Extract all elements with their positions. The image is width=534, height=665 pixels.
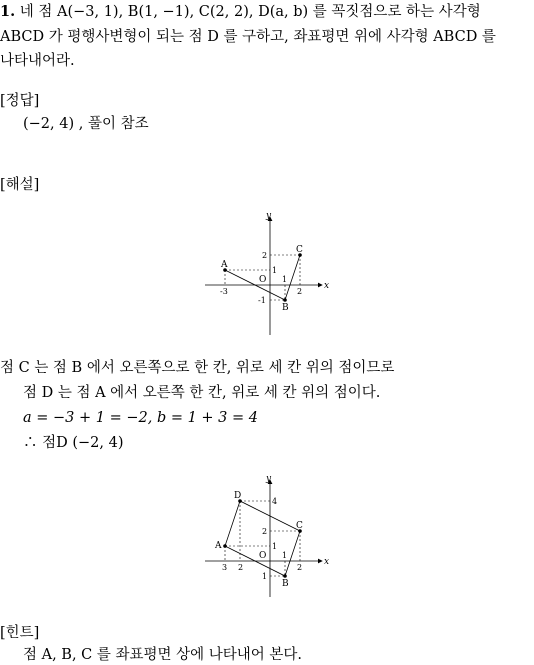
problem-line-2: ABCD 가 평행사변형이 되는 점 D 를 구하고, 좌표평면 위에 사각형 ABCD 를 [0,29,496,45]
label-a: A [221,260,228,270]
coordinate-graph-2 [200,475,335,605]
problem-number: 1. [0,3,16,20]
point-a [223,544,227,548]
x-axis-label: x [324,281,330,291]
tick-y-2: 2 [262,527,268,536]
explanation-header: [해설] [0,177,40,193]
point-b [283,574,287,578]
problem-line-1 [0,2,481,22]
y-axis-label: y [266,211,272,221]
x-axis-label: x [324,557,330,567]
tick-y-neg1: 1 [262,572,268,581]
coordinate-graph-1 [200,210,335,340]
label-c: C [296,521,303,531]
tick-y-2: 2 [262,251,268,260]
answer-header: [정답] [0,93,40,109]
explanation-equation: a = −3 + 1 = −2, b = 1 + 3 = 4 [23,410,259,426]
tick-x-1: 1 [282,551,288,560]
tick-x-neg2: 2 [238,563,244,572]
problem-text-1: 네 점 A(−3, 1), B(1, −1), C(2, 2), D(a, b) 를 꼭짓점으로 하는 사각형 [19,4,481,20]
origin-label: O [259,551,267,561]
tick-y-neg1: -1 [258,296,266,305]
label-a: A [215,541,222,551]
y-axis-label: y [266,475,272,484]
label-c: C [296,245,303,255]
hint-header: [힌트] [0,625,40,641]
tick-x-2: 2 [297,287,303,296]
tick-y-1: 1 [272,542,278,551]
label-b: B [282,579,289,589]
label-d: D [234,491,242,501]
tick-x-neg3: 3 [222,563,228,572]
label-b: B [282,303,289,313]
explanation-line-2: 점 D 는 점 A 에서 오른쪽 한 칸, 위로 세 칸 위의 점이다. [23,385,381,401]
parallelogram-abcd [225,501,303,576]
answer-text: (−2, 4) , 풀이 참조 [23,116,149,132]
tick-y-1: 1 [272,266,278,275]
tick-x-1: 1 [282,275,288,284]
explanation-conclusion: ∴ 점D (−2, 4) [23,435,124,451]
problem-line-3: 나타내어라. [0,53,75,69]
tick-y-4: 4 [272,497,278,506]
tick-x-neg3: -3 [220,287,228,296]
tick-x-2: 2 [297,563,303,572]
explanation-line-1: 점 C 는 점 B 에서 오른쪽으로 한 칸, 위로 세 칸 위의 점이므로 [0,360,395,376]
hint-text: 점 A, B, C 를 좌표평면 상에 나타내어 본다. [23,647,303,663]
point-b [283,298,287,302]
origin-label: O [259,275,267,285]
